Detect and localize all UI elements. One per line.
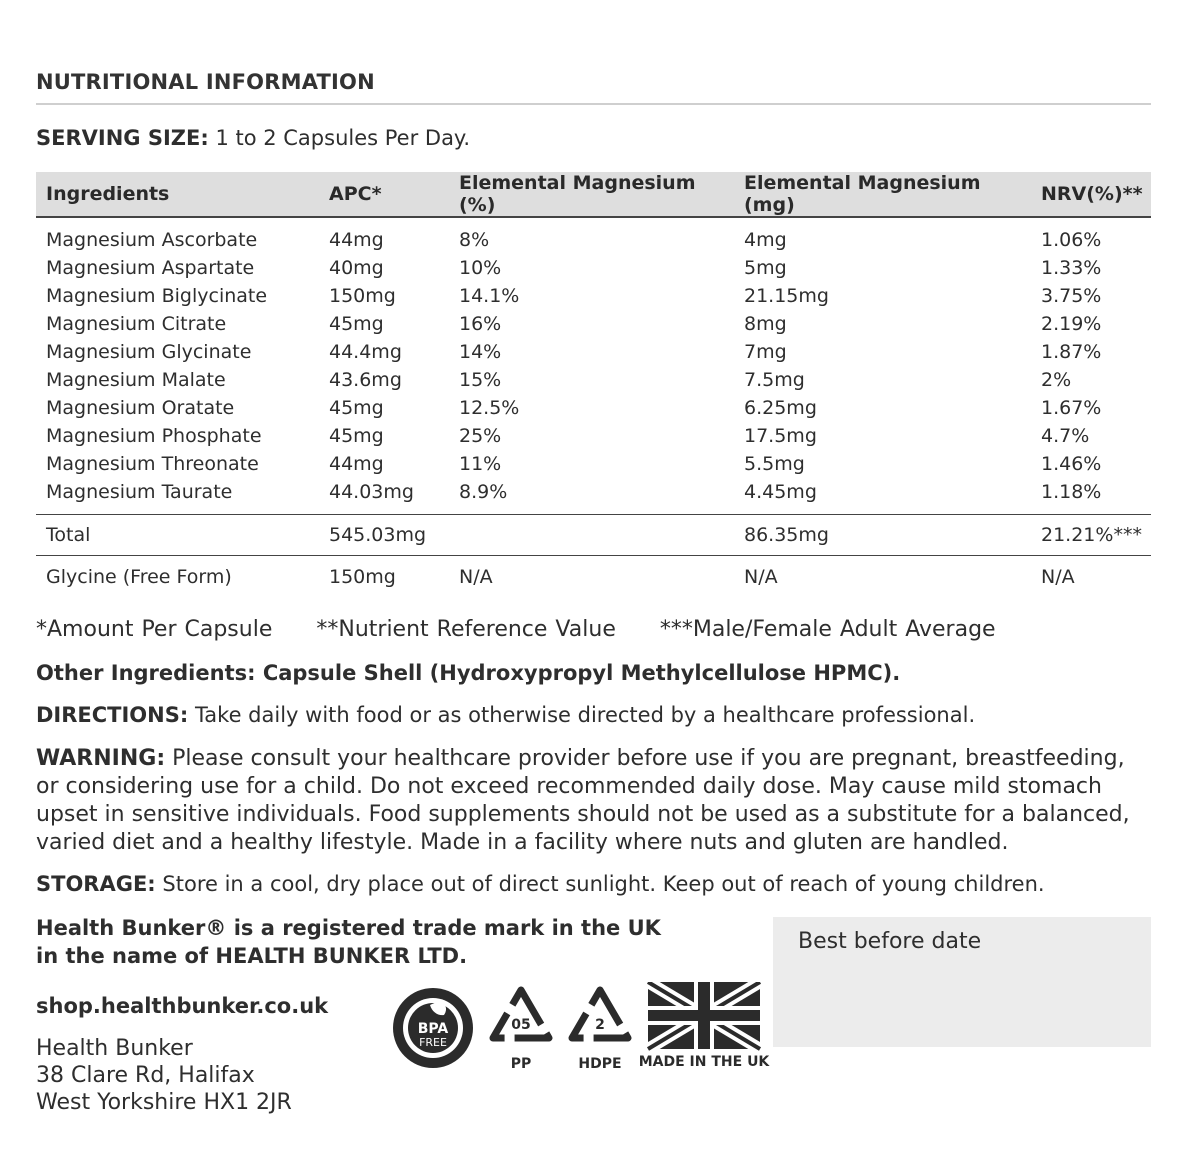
table-cell: 150mg xyxy=(329,285,396,307)
table-cell: Magnesium Biglycinate xyxy=(46,285,268,307)
table-row xyxy=(36,217,1151,254)
table-row xyxy=(36,450,1151,478)
column-header: APC* xyxy=(319,172,449,217)
table-row xyxy=(36,366,1151,394)
table-cell: 86.35mg xyxy=(734,515,1031,556)
warning-text: Please consult your healthcare provider before use if you are pregnant, breastfeeding, or considering use for a child. Do not exceed recommended daily dose. May cause mild stomach upset in sensitive individuals. Food supplements should not be used as a substitute for a balanced, varied diet and a healthy lifestyle. Made in a facility where nuts and gluten are handled. xyxy=(36,746,1130,855)
table-cell: N/A xyxy=(459,566,493,588)
table-cell: Magnesium Ascorbate xyxy=(46,229,258,251)
table-cell: Glycine (Free Form) xyxy=(46,566,232,588)
serving-size-value: 1 to 2 Capsules Per Day. xyxy=(215,126,471,150)
table-cell xyxy=(449,515,734,556)
storage-label: STORAGE: xyxy=(36,872,156,896)
table-cell: Magnesium Aspartate xyxy=(46,257,255,279)
table-row xyxy=(36,310,1151,338)
table-cell: 14.1% xyxy=(459,285,520,307)
address-line: Health Bunker xyxy=(36,1036,193,1061)
table-cell: Magnesium Oratate xyxy=(46,397,235,419)
trademark-line: in the name of HEALTH BUNKER LTD. xyxy=(36,944,468,968)
packaging-icons xyxy=(390,982,770,1072)
table-cell: 44.03mg xyxy=(329,481,414,503)
table-cell: 1.87% xyxy=(1041,341,1102,363)
table-cell: Magnesium Glycinate xyxy=(46,341,252,363)
table-cell: 44mg xyxy=(329,453,384,475)
table-cell: 150mg xyxy=(329,566,396,588)
footnote-average: ***Male/Female Adult Average xyxy=(659,617,996,642)
column-header: Elemental Magnesium (mg) xyxy=(734,172,1031,217)
directions-text: Take daily with food or as otherwise directed by a healthcare professional. xyxy=(194,703,976,727)
table-cell: Total xyxy=(36,515,319,556)
table-cell: Magnesium Phosphate xyxy=(46,425,262,447)
table-cell: 8% xyxy=(459,229,490,251)
table-cell: Magnesium Citrate xyxy=(46,313,227,335)
table-cell: 4.7% xyxy=(1041,425,1090,447)
hdpe-code: 2 xyxy=(595,1017,605,1033)
column-header: Ingredients xyxy=(36,172,319,217)
table-cell: Magnesium Malate xyxy=(46,369,226,391)
table-cell: 5mg xyxy=(744,257,787,279)
table-cell: 4mg xyxy=(744,229,787,251)
directions xyxy=(36,703,975,727)
table-cell: 40mg xyxy=(329,257,384,279)
hdpe-label: HDPE xyxy=(578,1056,622,1072)
footnote-nrv: **Nutrient Reference Value xyxy=(316,617,616,642)
website-link[interactable]: shop.healthbunker.co.uk xyxy=(36,994,329,1018)
table-cell: 4.45mg xyxy=(744,481,817,503)
table-cell: 1.46% xyxy=(1041,453,1102,475)
table-row xyxy=(36,282,1151,310)
table-cell: 545.03mg xyxy=(319,515,449,556)
table-cell: 21.15mg xyxy=(744,285,829,307)
trademark-notice xyxy=(36,914,661,970)
directions-label: DIRECTIONS: xyxy=(36,703,189,727)
recycle-hdpe-icon xyxy=(572,990,628,1072)
footnotes xyxy=(36,617,1032,642)
bpa-text: BPA xyxy=(417,1021,449,1037)
table-cell: 12.5% xyxy=(459,397,520,419)
best-before-label: Best before date xyxy=(798,929,982,954)
table-cell: 3.75% xyxy=(1041,285,1102,307)
warning-label: WARNING: xyxy=(36,746,166,771)
title-divider xyxy=(36,103,1151,105)
table-cell: 7.5mg xyxy=(744,369,805,391)
column-header: NRV(%)** xyxy=(1031,172,1151,217)
table-cell: 45mg xyxy=(329,313,384,335)
table-cell: 10% xyxy=(459,257,502,279)
table-cell: 7mg xyxy=(744,341,787,363)
table-cell: 2% xyxy=(1041,369,1072,391)
trademark-line: Health Bunker® is a registered trade mark in the UK xyxy=(36,916,661,940)
table-cell: 2.19% xyxy=(1041,313,1102,335)
table-cell: Magnesium Threonate xyxy=(46,453,259,475)
table-row xyxy=(36,338,1151,366)
table-row xyxy=(36,422,1151,450)
table-header-row xyxy=(36,172,1151,217)
table-row xyxy=(36,254,1151,282)
section-title: NUTRITIONAL INFORMATION xyxy=(36,70,375,94)
recycle-pp-icon xyxy=(493,990,549,1072)
bpa-free-text: FREE xyxy=(419,1036,447,1049)
storage-text: Store in a cool, dry place out of direct sunlight. Keep out of reach of young children. xyxy=(162,872,1045,896)
table-cell: 21.21%*** xyxy=(1031,515,1151,556)
table-cell: 1.67% xyxy=(1041,397,1102,419)
table-cell: 17.5mg xyxy=(744,425,817,447)
warning xyxy=(36,745,1136,857)
glycine-row xyxy=(36,556,1151,599)
serving-size-label: SERVING SIZE: xyxy=(36,126,209,150)
union-flag-icon xyxy=(639,982,770,1070)
table-cell: 44.4mg xyxy=(329,341,402,363)
total-row xyxy=(36,515,1151,556)
other-ingredients: Other Ingredients: Capsule Shell (Hydroxypropyl Methylcellulose HPMC). xyxy=(36,661,901,685)
table-cell: N/A xyxy=(1041,566,1075,588)
storage xyxy=(36,872,1045,896)
bpa-free-icon xyxy=(393,988,473,1068)
table-cell: 16% xyxy=(459,313,502,335)
table-cell: N/A xyxy=(744,566,778,588)
table-cell: 43.6mg xyxy=(329,369,402,391)
table-cell: 1.18% xyxy=(1041,481,1102,503)
pp-code: 05 xyxy=(511,1017,531,1033)
serving-size xyxy=(36,126,470,150)
table-cell: 1.06% xyxy=(1041,229,1102,251)
made-in-uk-label: MADE IN THE UK xyxy=(638,1054,770,1070)
address-line: West Yorkshire HX1 2JR xyxy=(36,1090,292,1115)
table-cell: 15% xyxy=(459,369,502,391)
table-cell: 45mg xyxy=(329,425,384,447)
table-cell: 8.9% xyxy=(459,481,508,503)
table-cell: 25% xyxy=(459,425,502,447)
table-cell: 44mg xyxy=(329,229,384,251)
table-row xyxy=(36,394,1151,422)
table-cell: 45mg xyxy=(329,397,384,419)
table-cell: 14% xyxy=(459,341,502,363)
pp-label: PP xyxy=(510,1056,532,1072)
table-cell: 6.25mg xyxy=(744,397,817,419)
table-cell: 5.5mg xyxy=(744,453,805,475)
table-cell: 8mg xyxy=(744,313,787,335)
table-cell: Magnesium Taurate xyxy=(46,481,233,503)
footnote-apc: *Amount Per Capsule xyxy=(36,617,273,642)
address-line: 38 Clare Rd, Halifax xyxy=(36,1063,255,1088)
column-header: Elemental Magnesium (%) xyxy=(449,172,734,217)
table-cell: 11% xyxy=(459,453,502,475)
table-cell: 1.33% xyxy=(1041,257,1102,279)
address-block xyxy=(36,1035,292,1116)
nutrition-table xyxy=(36,172,1151,598)
table-row xyxy=(36,478,1151,515)
